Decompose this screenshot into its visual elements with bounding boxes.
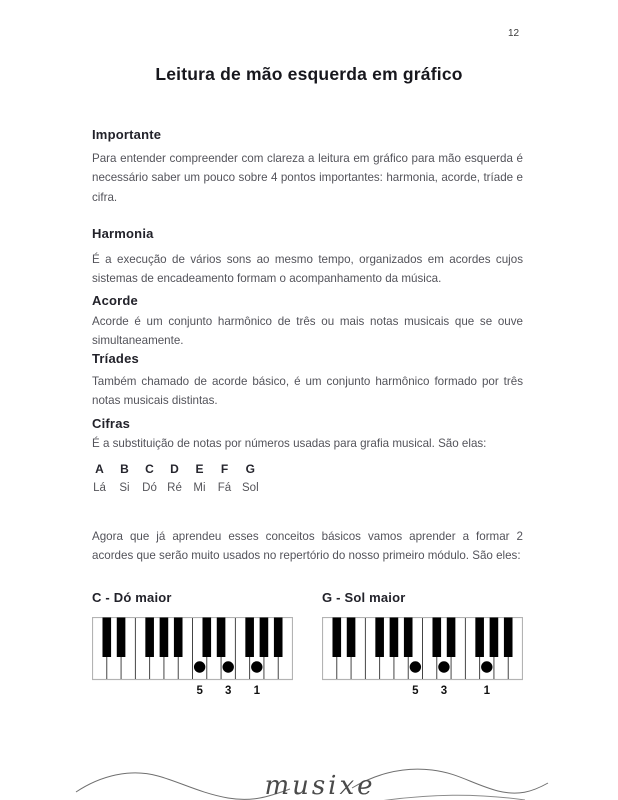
note-column (167, 462, 182, 494)
note-column (92, 462, 107, 494)
finger-number: 5 (196, 685, 203, 697)
chord-diagram-c-major (92, 591, 293, 698)
note-table (92, 462, 259, 494)
piano-keyboard (92, 617, 293, 698)
section-body-acorde: Acorde é um conjunto harmônico de três ou mais notas musicais que se ouve simultaneamente. (92, 315, 523, 348)
note-column (217, 462, 232, 494)
section-heading-cifras: Cifras (92, 416, 131, 431)
logo-text: musixe (264, 771, 376, 800)
wave-line-right (352, 769, 548, 793)
chord-diagram-g-major (322, 591, 523, 698)
note-letter: D (170, 462, 179, 476)
note-column (192, 462, 207, 494)
page-number: 12 (508, 28, 520, 39)
note-name: Sol (242, 482, 259, 494)
section-body-importante: Para entender compreender com clareza a leitura em gráfico para mão esquerda é necessário saber um pouco sobre 4 pontos importantes: harmonia, acorde, tríade e cifra. (92, 152, 523, 204)
closing-paragraph: Agora que já aprendeu esses conceitos básicos vamos aprender a formar 2 acordes que serão muito usados no repertório do nosso primeiro módulo. São eles: (92, 530, 523, 563)
note-column (142, 462, 157, 494)
section-heading-triades: Tríades (92, 351, 139, 366)
note-name: Si (119, 482, 130, 494)
section-heading-harmonia: Harmonia (92, 226, 154, 241)
footer-logo-wave (0, 748, 618, 800)
finger-number: 3 (440, 685, 448, 697)
note-name: Lá (93, 482, 106, 494)
section-body-triades: Também chamado de acorde básico, é um conjunto harmônico formado por três notas musicais distintas. (92, 375, 523, 408)
note-letter: E (195, 462, 204, 476)
page-title: Leitura de mão esquerda em gráfico (155, 64, 463, 84)
wave-line-bottom (380, 795, 525, 800)
section-body-harmonia: É a execução de vários sons ao mesmo tempo, organizados em acordes cujos sistemas de encadeamento formam o acompanhamento da música. (92, 253, 523, 286)
note-letter: F (220, 462, 229, 476)
finger-number: 1 (483, 685, 490, 697)
finger-number: 3 (225, 685, 232, 697)
wave-line-left (76, 773, 290, 800)
note-column (242, 462, 259, 494)
note-name: Dó (142, 482, 157, 494)
note-letter: B (120, 462, 129, 476)
finger-number: 1 (253, 685, 260, 697)
note-letter: A (95, 462, 104, 476)
piano-keyboard (322, 617, 523, 698)
chord-label: G - Sol maior (322, 590, 406, 605)
section-heading-acorde: Acorde (92, 293, 138, 308)
note-letter: C (145, 462, 154, 476)
note-name: Fá (217, 482, 232, 494)
note-name: Ré (167, 482, 182, 494)
finger-number: 5 (412, 685, 419, 697)
chord-label: C - Dó maior (92, 590, 172, 605)
section-heading-importante: Importante (92, 127, 162, 142)
note-name: Mi (193, 482, 206, 494)
section-body-cifras: É a substituição de notas por números usadas para grafia musical. São elas: (92, 437, 487, 450)
note-column (117, 462, 132, 494)
note-letter: G (245, 462, 255, 476)
